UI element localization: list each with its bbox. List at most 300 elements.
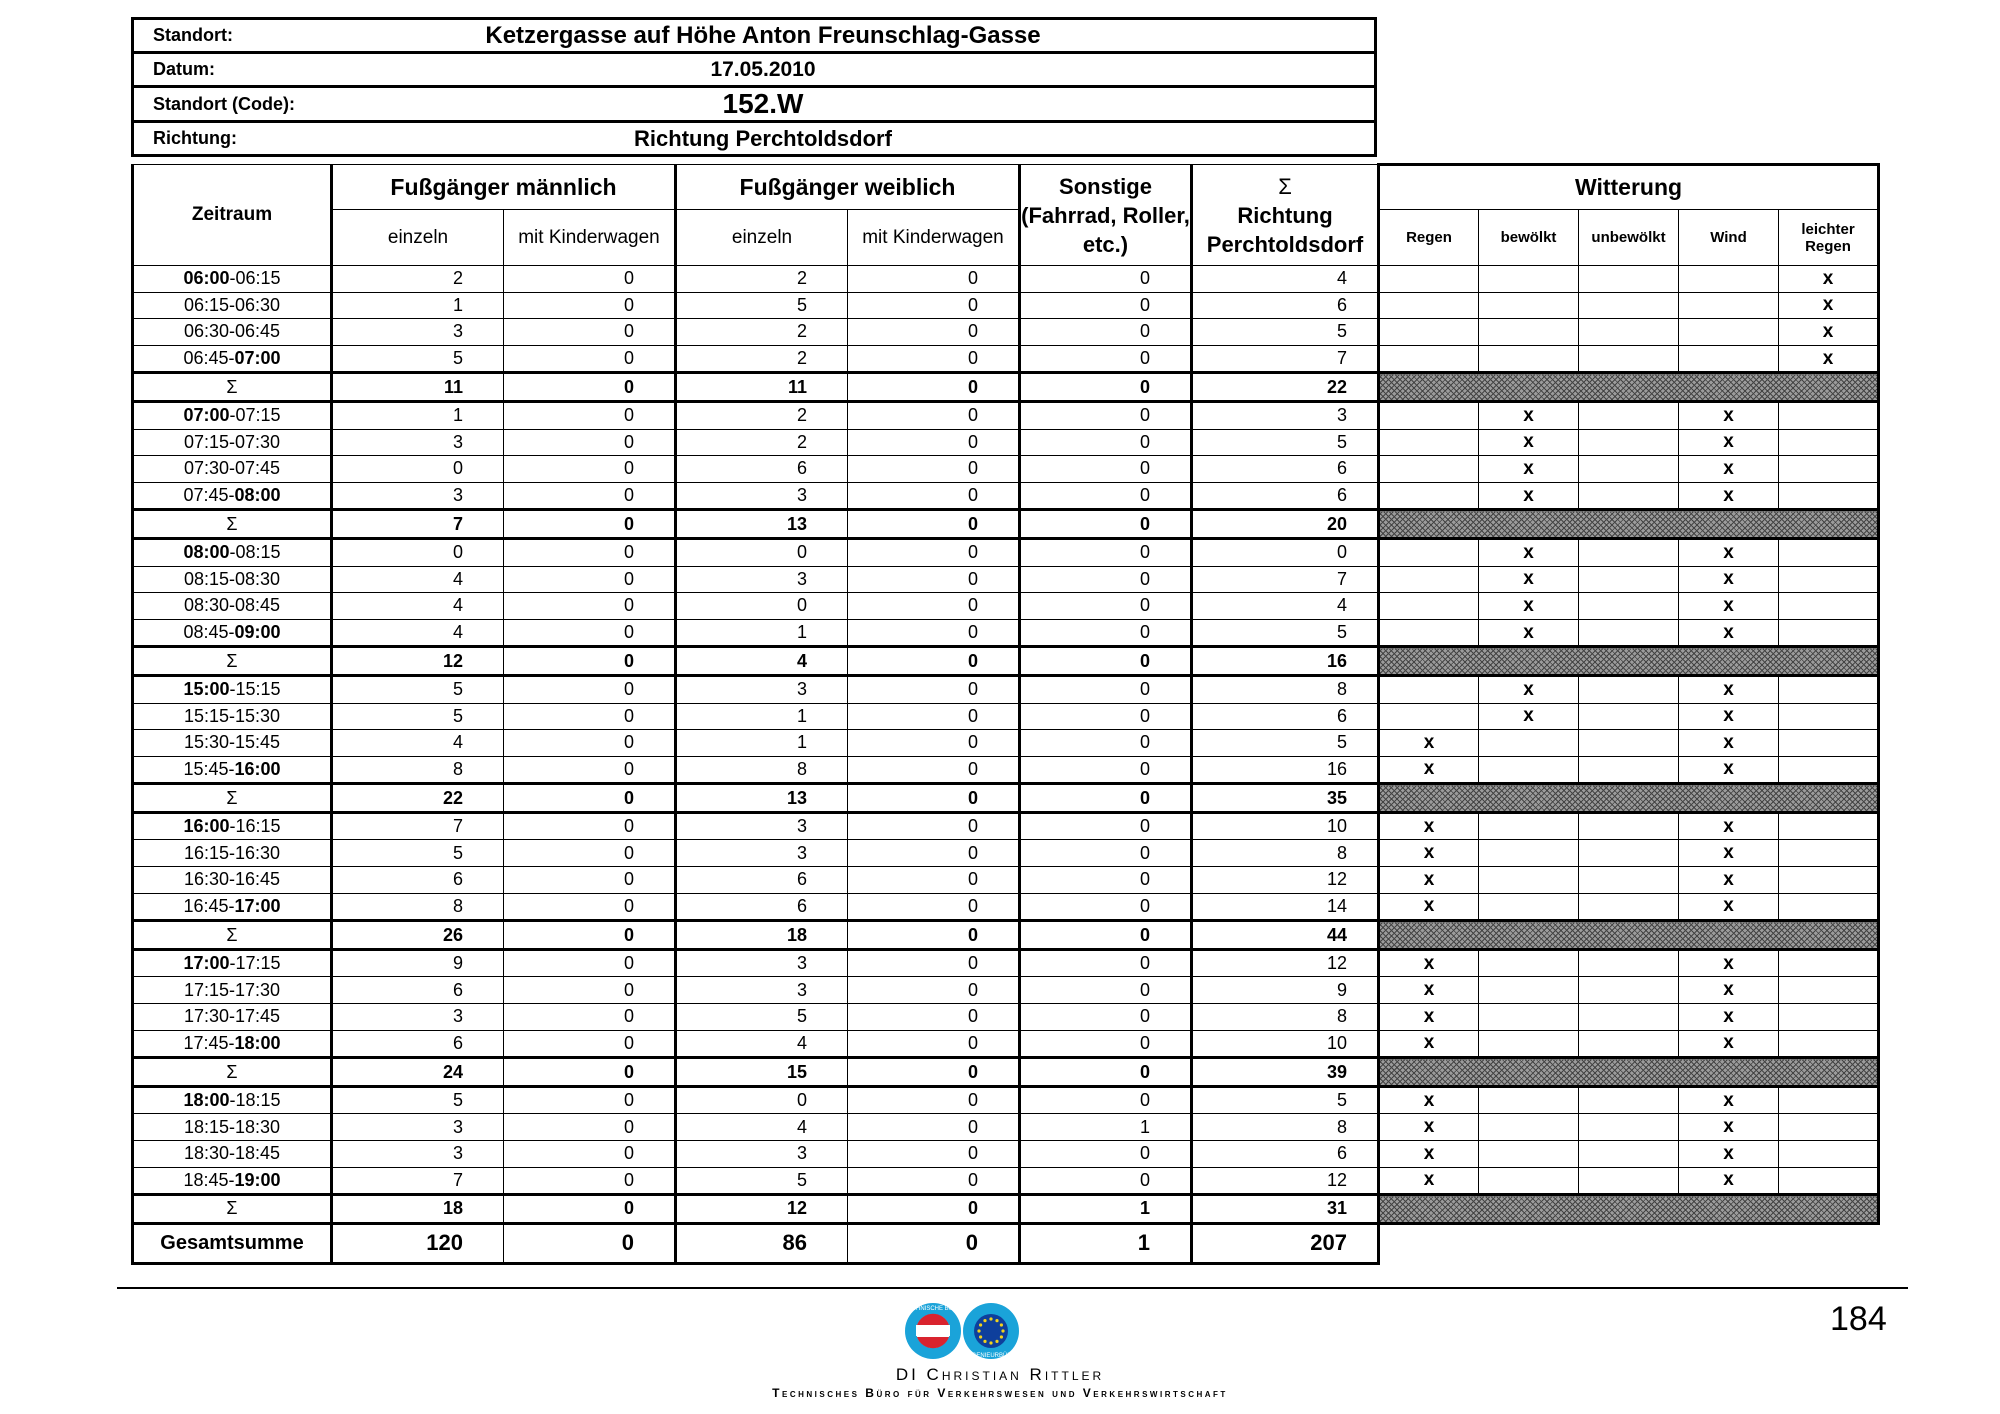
weather-cell: x <box>1679 703 1779 730</box>
weather-cell <box>1479 1167 1579 1195</box>
time-start: 15:30 <box>183 732 229 753</box>
weather-cell <box>1779 756 1879 784</box>
zeitraum-header: Zeitraum <box>133 165 332 266</box>
weather-cell: x <box>1679 840 1779 867</box>
count-cell: 5 <box>332 1086 504 1114</box>
standort-label: Standort: <box>133 19 334 53</box>
time-separator: - <box>228 348 235 369</box>
subtotal-cell: 0 <box>504 784 676 813</box>
time-separator: - <box>228 1169 235 1190</box>
count-cell: 3 <box>676 566 848 593</box>
male-header: Fußgänger männlich <box>332 165 676 210</box>
weather-cell <box>1479 893 1579 921</box>
subtotal-cell: 0 <box>504 647 676 676</box>
time-separator: - <box>229 1143 235 1164</box>
time-separator: - <box>228 622 235 643</box>
time-end: 08:15 <box>235 542 281 563</box>
count-cell: 0 <box>1020 482 1192 510</box>
female-header: Fußgänger weiblich <box>676 165 1020 210</box>
count-cell: 0 <box>504 893 676 921</box>
count-cell: 8 <box>332 893 504 921</box>
time-start: 08:45 <box>183 622 229 643</box>
time-separator: - <box>228 895 235 916</box>
empty-cell <box>1379 1223 1879 1263</box>
time-start: 15:45 <box>183 758 229 779</box>
weather-cell <box>1779 401 1879 429</box>
time-separator: - <box>229 679 236 700</box>
company-logo <box>900 1300 1025 1362</box>
subtotal-cell: 18 <box>332 1195 504 1224</box>
time-cell <box>133 566 332 593</box>
subtotal-cell: 0 <box>848 784 1020 813</box>
subtotal-cell: 39 <box>1192 1058 1379 1087</box>
count-cell: 1 <box>676 619 848 647</box>
count-cell: 0 <box>848 456 1020 483</box>
subtotal-cell: 22 <box>332 784 504 813</box>
time-separator: - <box>229 979 235 1000</box>
weather-cell <box>1479 840 1579 867</box>
count-cell: 12 <box>1192 949 1379 977</box>
time-cell <box>133 482 332 510</box>
page-number: 184 <box>1830 1300 1887 1338</box>
weather-cell <box>1779 1086 1879 1114</box>
weather-cell <box>1379 619 1479 647</box>
count-cell: 16 <box>1192 756 1379 784</box>
time-start: 06:00 <box>183 268 230 289</box>
count-cell: 14 <box>1192 893 1379 921</box>
weather-cell <box>1779 812 1879 840</box>
count-cell: 0 <box>848 292 1020 319</box>
table-row <box>133 675 1879 703</box>
count-cell: 0 <box>848 949 1020 977</box>
weather-cell <box>1779 867 1879 894</box>
weather-cell <box>1579 730 1679 757</box>
count-cell: 0 <box>504 675 676 703</box>
table-row <box>133 756 1879 784</box>
count-cell: 0 <box>1020 538 1192 566</box>
time-end: 07:30 <box>235 431 281 452</box>
count-cell: 5 <box>1192 619 1379 647</box>
time-end: 18:30 <box>235 1116 281 1137</box>
weather-cell <box>1479 292 1579 319</box>
weather-cell: x <box>1679 756 1779 784</box>
count-cell: 0 <box>504 566 676 593</box>
weather-cell: x <box>1479 593 1579 620</box>
weather-cell <box>1779 429 1879 456</box>
count-cell: 0 <box>848 538 1020 566</box>
time-end: 18:00 <box>234 1032 281 1053</box>
weather-cell <box>1579 619 1679 647</box>
logo-right-text: INGENIEURBÜRO <box>965 1353 1017 1359</box>
count-cell: 0 <box>504 977 676 1004</box>
table-row <box>133 1167 1879 1195</box>
subtotal-cell: 0 <box>1020 921 1192 950</box>
time-cell <box>133 867 332 894</box>
subtotal-cell: 0 <box>504 510 676 539</box>
count-cell: 1 <box>1020 1114 1192 1141</box>
count-cell: 0 <box>1020 949 1192 977</box>
count-cell: 5 <box>1192 730 1379 757</box>
time-cell <box>133 675 332 703</box>
firm-name: DI Christian Rittler <box>895 1365 1105 1384</box>
time-start: 18:15 <box>183 1116 229 1137</box>
count-cell: 5 <box>332 840 504 867</box>
weather-cell: x <box>1479 482 1579 510</box>
weather-cell: x <box>1679 1167 1779 1195</box>
count-cell: 0 <box>504 345 676 373</box>
time-separator: - <box>229 431 235 452</box>
subtotal-cell: 18 <box>676 921 848 950</box>
subtotal-cell: 0 <box>1020 647 1192 676</box>
count-cell: 4 <box>676 1114 848 1141</box>
weather-cell <box>1379 401 1479 429</box>
time-start: 07:30 <box>183 458 229 479</box>
richtung-label: Richtung: <box>133 122 334 156</box>
weather-cell <box>1779 840 1879 867</box>
weather-cell: x <box>1379 1004 1479 1031</box>
count-cell: 0 <box>504 1167 676 1195</box>
count-cell: 4 <box>332 593 504 620</box>
weather-cell <box>1379 538 1479 566</box>
time-end: 08:30 <box>235 568 281 589</box>
weather-cell: x <box>1379 1167 1479 1195</box>
time-end: 16:15 <box>235 816 281 837</box>
count-cell: 0 <box>848 1114 1020 1141</box>
time-end: 15:30 <box>235 705 281 726</box>
sum-symbol: Σ <box>133 1058 332 1087</box>
time-cell <box>133 1004 332 1031</box>
count-cell: 0 <box>504 949 676 977</box>
count-cell: 0 <box>848 867 1020 894</box>
grand-total-label: Gesamtsumme <box>133 1223 332 1263</box>
time-start: 06:15 <box>183 294 229 315</box>
wx-header-wind: Wind <box>1679 210 1779 266</box>
weather-cell <box>1379 593 1479 620</box>
count-cell: 5 <box>332 703 504 730</box>
sum-symbol: Σ <box>133 921 332 950</box>
weather-cell <box>1479 1114 1579 1141</box>
count-cell: 8 <box>1192 675 1379 703</box>
time-cell <box>133 840 332 867</box>
weather-cell: x <box>1379 1114 1479 1141</box>
weather-cell: x <box>1779 319 1879 346</box>
weather-cell <box>1779 1030 1879 1058</box>
weather-cell <box>1579 292 1679 319</box>
count-cell: 0 <box>848 1167 1020 1195</box>
table-row <box>133 1030 1879 1058</box>
count-cell: 6 <box>1192 292 1379 319</box>
count-cell: 0 <box>1020 1167 1192 1195</box>
count-cell: 5 <box>1192 319 1379 346</box>
table-row <box>133 949 1879 977</box>
count-cell: 0 <box>504 1004 676 1031</box>
time-separator: - <box>229 268 236 289</box>
count-cell: 0 <box>504 401 676 429</box>
weather-cell <box>1579 867 1679 894</box>
weather-cell: x <box>1679 949 1779 977</box>
time-end: 17:15 <box>235 953 281 974</box>
weather-cell <box>1579 401 1679 429</box>
count-cell: 0 <box>504 1030 676 1058</box>
time-start: 16:45 <box>183 895 229 916</box>
datum-value: 17.05.2010 <box>333 53 1376 87</box>
weather-cell: x <box>1779 345 1879 373</box>
time-separator: - <box>229 294 235 315</box>
time-separator: - <box>229 458 235 479</box>
subtotal-cell: 11 <box>676 373 848 402</box>
time-separator: - <box>229 816 236 837</box>
count-cell: 0 <box>848 566 1020 593</box>
table-row <box>133 840 1879 867</box>
count-cell: 0 <box>848 756 1020 784</box>
weather-cell <box>1579 1114 1679 1141</box>
count-cell: 0 <box>504 812 676 840</box>
weather-cell: x <box>1679 619 1779 647</box>
weather-cell <box>1579 703 1679 730</box>
count-cell: 3 <box>676 482 848 510</box>
count-cell: 0 <box>848 345 1020 373</box>
weather-cell <box>1579 1141 1679 1168</box>
weather-cell <box>1479 319 1579 346</box>
count-cell: 0 <box>504 619 676 647</box>
grand-total-cell: 0 <box>848 1223 1020 1263</box>
weather-cell <box>1579 1030 1679 1058</box>
table-row <box>133 619 1879 647</box>
weather-cell <box>1479 1030 1579 1058</box>
count-cell: 0 <box>1020 1030 1192 1058</box>
count-cell: 0 <box>1020 730 1192 757</box>
subtotal-cell: 24 <box>332 1058 504 1087</box>
count-cell: 0 <box>1020 756 1192 784</box>
subtotal-cell: 0 <box>848 1058 1020 1087</box>
subtotal-cell: 20 <box>1192 510 1379 539</box>
weather-cell <box>1579 429 1679 456</box>
count-cell: 5 <box>676 1004 848 1031</box>
count-cell: 0 <box>1020 893 1192 921</box>
weather-cell: x <box>1679 482 1779 510</box>
time-start: 17:30 <box>183 1006 229 1027</box>
count-cell: 0 <box>504 429 676 456</box>
count-cell: 3 <box>676 840 848 867</box>
hatched-weather-cell <box>1379 647 1879 676</box>
count-cell: 0 <box>504 266 676 293</box>
time-separator: - <box>229 842 235 863</box>
weather-cell: x <box>1679 730 1779 757</box>
weather-cell <box>1579 456 1679 483</box>
subtotal-cell: 0 <box>504 373 676 402</box>
count-cell: 3 <box>1192 401 1379 429</box>
count-cell: 0 <box>504 456 676 483</box>
weather-cell <box>1479 1086 1579 1114</box>
subtotal-cell: 35 <box>1192 784 1379 813</box>
count-cell: 8 <box>1192 840 1379 867</box>
weather-cell: x <box>1779 292 1879 319</box>
table-row <box>133 1141 1879 1168</box>
weather-cell <box>1479 1141 1579 1168</box>
table-row <box>133 593 1879 620</box>
time-start: 07:45 <box>183 485 229 506</box>
weather-cell <box>1479 949 1579 977</box>
grand-total-cell: 120 <box>332 1223 504 1263</box>
weather-cell: x <box>1379 977 1479 1004</box>
count-cell: 3 <box>332 1114 504 1141</box>
time-cell <box>133 1030 332 1058</box>
weather-cell <box>1579 266 1679 293</box>
weather-cell <box>1779 1167 1879 1195</box>
weather-cell <box>1479 266 1579 293</box>
logo-left-text: TECHNISCHE BÜRO <box>903 1306 963 1312</box>
time-cell <box>133 345 332 373</box>
count-cell: 2 <box>676 401 848 429</box>
weather-cell: x <box>1679 566 1779 593</box>
weather-cell <box>1679 345 1779 373</box>
table-row <box>133 1086 1879 1114</box>
weather-cell: x <box>1379 1086 1479 1114</box>
count-cell: 6 <box>676 456 848 483</box>
count-cell: 3 <box>332 482 504 510</box>
standort-value: Ketzergasse auf Höhe Anton Freunschlag-Gasse <box>333 19 1376 53</box>
time-separator: - <box>229 732 235 753</box>
subtotal-row <box>133 510 1879 539</box>
count-cell: 0 <box>1020 1004 1192 1031</box>
count-cell: 0 <box>504 1141 676 1168</box>
time-separator: - <box>229 321 235 342</box>
weather-cell <box>1579 319 1679 346</box>
count-cell: 0 <box>504 538 676 566</box>
weather-cell <box>1679 319 1779 346</box>
count-cell: 0 <box>504 292 676 319</box>
count-cell: 6 <box>1192 482 1379 510</box>
count-cell: 3 <box>676 949 848 977</box>
count-cell: 0 <box>504 482 676 510</box>
count-cell: 4 <box>332 730 504 757</box>
table-row <box>133 401 1879 429</box>
weather-cell <box>1379 456 1479 483</box>
time-end: 15:45 <box>235 732 281 753</box>
weather-cell <box>1779 977 1879 1004</box>
count-cell: 2 <box>332 266 504 293</box>
time-start: 08:00 <box>183 542 230 563</box>
subtotal-row <box>133 1195 1879 1224</box>
time-end: 09:00 <box>234 622 281 643</box>
table-row <box>133 482 1879 510</box>
subtotal-cell: 0 <box>504 921 676 950</box>
count-cell: 10 <box>1192 1030 1379 1058</box>
code-value: 152.W <box>333 87 1376 122</box>
count-cell: 6 <box>1192 703 1379 730</box>
location-info-table <box>131 17 1377 157</box>
count-cell: 0 <box>848 703 1020 730</box>
wx-header-regen: Regen <box>1379 210 1479 266</box>
time-end: 16:30 <box>235 842 281 863</box>
subtotal-cell: 12 <box>676 1195 848 1224</box>
hatched-weather-cell <box>1379 1058 1879 1087</box>
count-cell: 8 <box>676 756 848 784</box>
weather-cell <box>1579 840 1679 867</box>
weather-cell: x <box>1379 1030 1479 1058</box>
count-cell: 0 <box>1020 812 1192 840</box>
weather-cell: x <box>1679 1030 1779 1058</box>
weather-cell <box>1779 482 1879 510</box>
subtotal-cell: 31 <box>1192 1195 1379 1224</box>
count-cell: 8 <box>332 756 504 784</box>
time-start: 16:15 <box>183 842 229 863</box>
count-cell: 0 <box>1020 840 1192 867</box>
count-cell: 0 <box>848 675 1020 703</box>
count-cell: 7 <box>332 1167 504 1195</box>
count-cell: 3 <box>676 812 848 840</box>
weather-cell <box>1379 703 1479 730</box>
count-cell: 0 <box>332 456 504 483</box>
time-end: 06:15 <box>235 268 281 289</box>
count-cell: 6 <box>676 867 848 894</box>
table-row <box>133 703 1879 730</box>
weather-cell <box>1779 730 1879 757</box>
richtung-value: Richtung Perchtoldsdorf <box>333 122 1376 156</box>
weather-cell: x <box>1479 619 1579 647</box>
time-start: 08:30 <box>183 595 229 616</box>
time-cell <box>133 756 332 784</box>
table-row <box>133 730 1879 757</box>
time-cell <box>133 949 332 977</box>
time-end: 06:30 <box>235 294 281 315</box>
time-separator: - <box>229 568 235 589</box>
sigma-symbol: Σ <box>1278 173 1292 199</box>
count-cell: 0 <box>1020 619 1192 647</box>
time-separator: - <box>229 705 235 726</box>
weather-cell <box>1579 1086 1679 1114</box>
count-cell: 7 <box>1192 345 1379 373</box>
weather-cell <box>1779 593 1879 620</box>
time-separator: - <box>229 595 235 616</box>
count-cell: 0 <box>1020 319 1192 346</box>
table-row <box>133 456 1879 483</box>
time-end: 19:00 <box>234 1169 281 1190</box>
time-end: 16:00 <box>234 758 281 779</box>
sonstige-header: Sonstige (Fahrrad, Roller, etc.) <box>1020 165 1192 266</box>
time-separator: - <box>229 1090 236 1111</box>
grand-total-cell: 1 <box>1020 1223 1192 1263</box>
count-cell: 1 <box>676 730 848 757</box>
count-cell: 5 <box>332 675 504 703</box>
time-end: 08:00 <box>234 485 281 506</box>
datum-label: Datum: <box>133 53 334 87</box>
time-end: 18:45 <box>235 1143 281 1164</box>
subtotal-cell: 13 <box>676 784 848 813</box>
wx-header-unbewoelkt: unbewölkt <box>1579 210 1679 266</box>
table-row <box>133 538 1879 566</box>
weather-cell <box>1379 292 1479 319</box>
count-cell: 2 <box>676 345 848 373</box>
table-row <box>133 266 1879 293</box>
count-cell: 8 <box>1192 1004 1379 1031</box>
weather-cell: x <box>1679 456 1779 483</box>
time-start: 15:00 <box>183 679 230 700</box>
sum-symbol: Σ <box>133 1195 332 1224</box>
weather-cell: x <box>1679 1086 1779 1114</box>
count-cell: 4 <box>1192 593 1379 620</box>
weather-cell: x <box>1679 429 1779 456</box>
count-cell: 0 <box>848 266 1020 293</box>
grand-total-cell: 86 <box>676 1223 848 1263</box>
weather-cell <box>1379 319 1479 346</box>
time-separator: - <box>228 758 235 779</box>
hatched-weather-cell <box>1379 510 1879 539</box>
count-cell: 9 <box>332 949 504 977</box>
count-cell: 0 <box>1192 538 1379 566</box>
count-cell: 0 <box>848 429 1020 456</box>
time-end: 07:45 <box>235 458 281 479</box>
